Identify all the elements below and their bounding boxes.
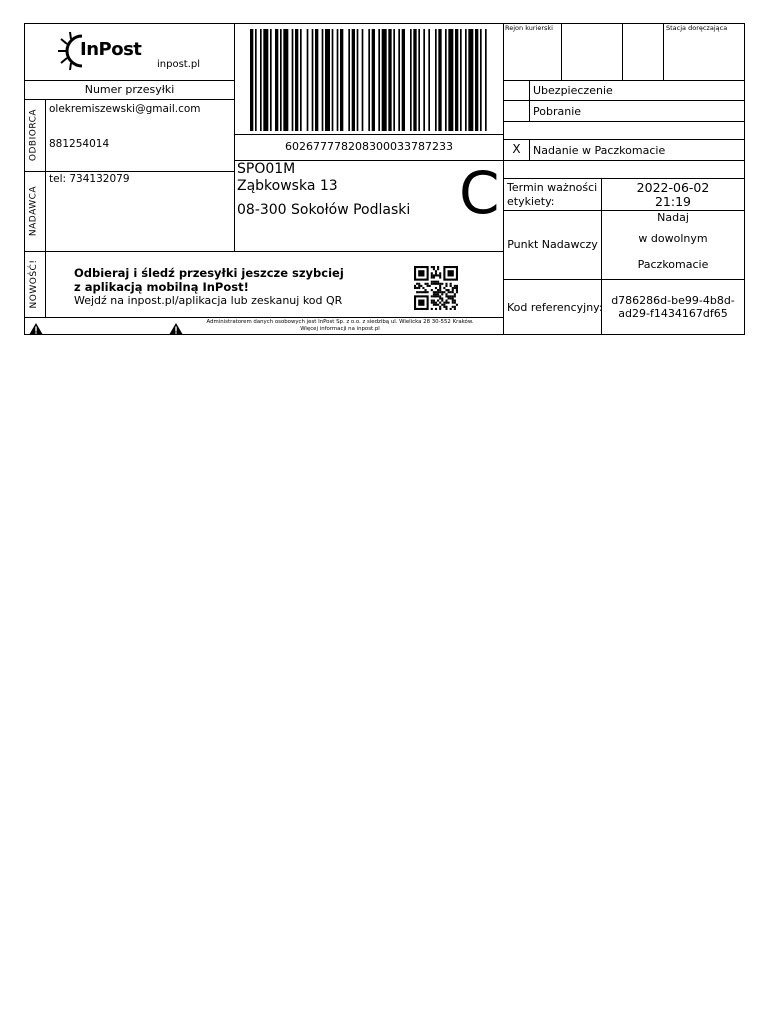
qr-module [448,291,450,293]
qr-module [456,285,458,287]
qr-module [437,274,439,276]
qr-module [452,300,454,302]
qr-module [445,285,447,287]
barcode-bar [448,29,453,131]
barcode-number: 602677778208300033787233 [285,140,453,153]
ubezpieczenie-label: Ubezpieczenie [533,84,613,97]
barcode-bar [382,29,387,131]
punkt-nadawczy-label: Punkt Nadawczy [507,238,598,251]
qr-module [431,289,433,291]
qr-module [431,300,433,302]
qr-module [454,293,456,295]
qr-module [439,285,441,287]
qr-module [416,287,418,289]
punkt-line1: Nadaj [657,211,689,224]
qr-module [435,270,437,272]
barcode-bar [410,29,412,131]
qr-module [435,295,437,297]
termin-label-line2: etykiety: [507,195,555,208]
destination-city: 08-300 Sokołów Podlaski [237,202,411,218]
qr-module [414,287,416,289]
qr-module [439,297,441,299]
qr-module [445,293,447,295]
qr-code [414,266,458,310]
qr-module [422,291,424,293]
termin-label-line1: Termin ważności [507,181,598,194]
qr-module [437,291,439,293]
barcode-bar [435,29,437,131]
qr-module [452,291,454,293]
promo-line3: Wejdź na inpost.pl/aplikacja lub zeskanuj kod QR [74,294,343,307]
qr-module [420,291,422,293]
barcode-bar [250,29,253,131]
qr-module [454,300,456,302]
barcode-bar [475,29,478,131]
qr-module [454,285,456,287]
pobranie-label: Pobranie [533,105,582,118]
qr-module [439,306,441,308]
qr-module [418,287,420,289]
qr-module [427,285,429,287]
empty-row [503,160,745,179]
warning-icon [169,320,183,339]
qr-module [433,304,435,306]
sender-phone: tel: 734132079 [49,173,130,185]
qr-module [450,297,452,299]
barcode-bar [480,29,482,131]
qr-module [445,289,447,291]
barcode-bar [402,29,405,131]
qr-module [450,291,452,293]
qr-module [448,297,450,299]
barcode-bar [315,29,318,131]
qr-module [452,306,454,308]
qr-module [435,274,437,276]
qr-module [433,291,435,293]
qr-module [420,285,422,287]
barcode-bar [465,29,467,131]
rejon-kurierski-label: Rejon kurierski [505,24,553,32]
nadanie-check-mark: X [512,142,521,156]
qr-module [433,283,435,285]
barcode-bar [352,29,355,131]
barcode-bar [260,29,262,131]
barcode-bar [283,29,288,131]
recipient-email: olekremiszewski@gmail.com [49,103,201,115]
qr-module [441,291,443,293]
barcode-bar [460,29,462,131]
barcode-bar [295,29,298,131]
qr-module [448,289,450,291]
promo-line2: z aplikacją mobilną InPost! [74,280,249,294]
barcode-bar [418,29,420,131]
expiry-time: 21:19 [654,194,692,209]
numer-przesylki-label: Numer przesyłki [84,83,175,96]
qr-module [435,291,437,293]
qr-module [445,306,447,308]
qr-module [454,302,456,304]
qr-module [435,283,437,285]
qr-module [445,300,447,302]
qr-module [433,266,435,268]
qr-module [439,302,441,304]
qr-module [414,285,416,287]
qr-module [450,295,452,297]
qr-module [452,289,454,291]
promo-line1: Odbieraj i śledź przesyłki jeszcze szybciej [74,266,344,280]
barcode-bar [413,29,416,131]
qr-module [443,302,445,304]
qr-module [418,291,420,293]
qr-module [427,291,429,293]
qr-finder [418,270,424,276]
qr-module [437,300,439,302]
barcode-bar [312,29,314,131]
barcode-bar [485,29,487,131]
qr-module [433,302,435,304]
qr-module [456,287,458,289]
rejon-subcell [622,23,664,81]
barcode-bar [332,29,334,131]
rejon-subcell [561,23,623,81]
qr-module [454,306,456,308]
nadanie-label: Nadanie w Paczkomacie [533,144,666,157]
qr-module [441,283,443,285]
qr-module [437,281,439,283]
qr-module [439,291,441,293]
qr-module [456,289,458,291]
qr-module [448,302,450,304]
qr-module [441,297,443,299]
barcode-bar [340,29,343,131]
destination-code: SPO01M [237,161,296,177]
destination-street: Ząbkowska 13 [237,178,338,194]
qr-module [445,302,447,304]
qr-finder [448,270,454,276]
barcode [250,29,490,131]
barcode-bar [428,29,430,131]
qr-module [424,289,426,291]
size-letter: C [459,159,500,227]
qr-module [422,287,424,289]
qr-module [439,272,441,274]
qr-finder [418,300,424,306]
qr-module [452,297,454,299]
qr-module [435,308,437,310]
qr-module [435,281,437,283]
barcode-bar [270,29,272,131]
qr-module [431,266,433,268]
qr-module [418,285,420,287]
barcode-bar [263,29,268,131]
inpost-logo-text: InPost [80,39,142,60]
qr-module [431,274,433,276]
barcode-bar [393,29,395,131]
qr-module [439,276,441,278]
warning-icon [29,320,43,339]
qr-module [416,291,418,293]
qr-module [452,287,454,289]
qr-module [443,291,445,293]
pobranie-check-cell [503,100,530,122]
qr-module [433,293,435,295]
qr-module [433,268,435,270]
qr-module [427,283,429,285]
barcode-bar [275,29,278,131]
qr-module [416,283,418,285]
qr-module [433,276,435,278]
qr-module [456,304,458,306]
qr-module [424,283,426,285]
barcode-bar [455,29,458,131]
qr-module [431,308,433,310]
qr-module [450,283,452,285]
qr-module [452,295,454,297]
footer-line1: Administratorem danych osobowych jest InPost Sp. z o.o. z siedzibą ul. Wielicka 28 30-552 Kraków. [206,319,474,325]
barcode-bar [255,29,257,131]
qr-module [433,274,435,276]
qr-module [437,283,439,285]
qr-module [445,283,447,285]
qr-module [441,304,443,306]
qr-module [441,293,443,295]
reference-line2: ad29-f1434167df65 [618,307,728,320]
qr-module [437,266,439,268]
qr-module [437,289,439,291]
barcode-bar [362,29,364,131]
punkt-line3: Paczkomacie [637,258,709,271]
qr-module [437,295,439,297]
empty-row [503,121,745,140]
qr-module [431,276,433,278]
qr-module [456,291,458,293]
barcode-bar [322,29,324,131]
barcode-bar [468,29,473,131]
barcode-bar [280,29,282,131]
qr-module [439,274,441,276]
barcode-bar [292,29,294,131]
barcode-bar [423,29,425,131]
barcode-bar [378,29,380,131]
qr-module [439,283,441,285]
qr-module [431,281,433,283]
qr-module [435,287,437,289]
recipient-phone: 881254014 [49,138,110,150]
qr-module [445,308,447,310]
barcode-bar [398,29,400,131]
barcode-bar [445,29,447,131]
qr-module [448,295,450,297]
qr-module [437,293,439,295]
qr-module [450,308,452,310]
barcode-bar [357,29,359,131]
qr-module [454,287,456,289]
qr-module [431,295,433,297]
ubezpieczenie-check-cell [503,80,530,101]
qr-module [437,268,439,270]
qr-module [439,289,441,291]
qr-module [429,285,431,287]
barcode-bar [438,29,441,131]
qr-module [441,300,443,302]
barcode-bar [307,29,309,131]
qr-module [431,302,433,304]
nowosc-label: NOWOŚĆ! [29,259,39,309]
reference-line1: d786286d-be99-4b8d- [611,294,735,307]
qr-module [439,295,441,297]
qr-module [431,283,433,285]
footer-line2: Więcej informacji na inpost.pl [300,326,380,332]
qr-module [435,272,437,274]
qr-module [452,302,454,304]
qr-module [418,283,420,285]
qr-module [437,304,439,306]
qr-module [439,287,441,289]
qr-module [439,308,441,310]
qr-module [443,306,445,308]
qr-module [433,295,435,297]
barcode-bar [337,29,339,131]
barcode-bar [372,29,375,131]
qr-module [431,272,433,274]
qr-module [435,304,437,306]
qr-module [435,293,437,295]
barcode-bar [348,29,350,131]
expiry-date: 2022-06-02 [636,180,710,195]
barcode-bar [388,29,391,131]
punkt-line2: w dowolnym [638,232,708,245]
stacja-doreczajaca-label: Stacja doręczająca [666,24,728,32]
qr-module [454,295,456,297]
inpost-url: inpost.pl [157,59,201,70]
kod-referencyjny-label: Kod referencyjny: [507,301,603,314]
qr-module [433,281,435,283]
qr-module [445,295,447,297]
barcode-bar [300,29,302,131]
qr-module [454,308,456,310]
qr-module [443,304,445,306]
qr-module [424,291,426,293]
qr-module [443,287,445,289]
qr-module [433,300,435,302]
qr-module [435,302,437,304]
barcode-bar [368,29,370,131]
qr-module [450,285,452,287]
nadawca-label: NADAWCA [28,185,39,237]
barcode-bar [325,29,330,131]
odbiorca-label: ODBIORCA [28,108,39,162]
